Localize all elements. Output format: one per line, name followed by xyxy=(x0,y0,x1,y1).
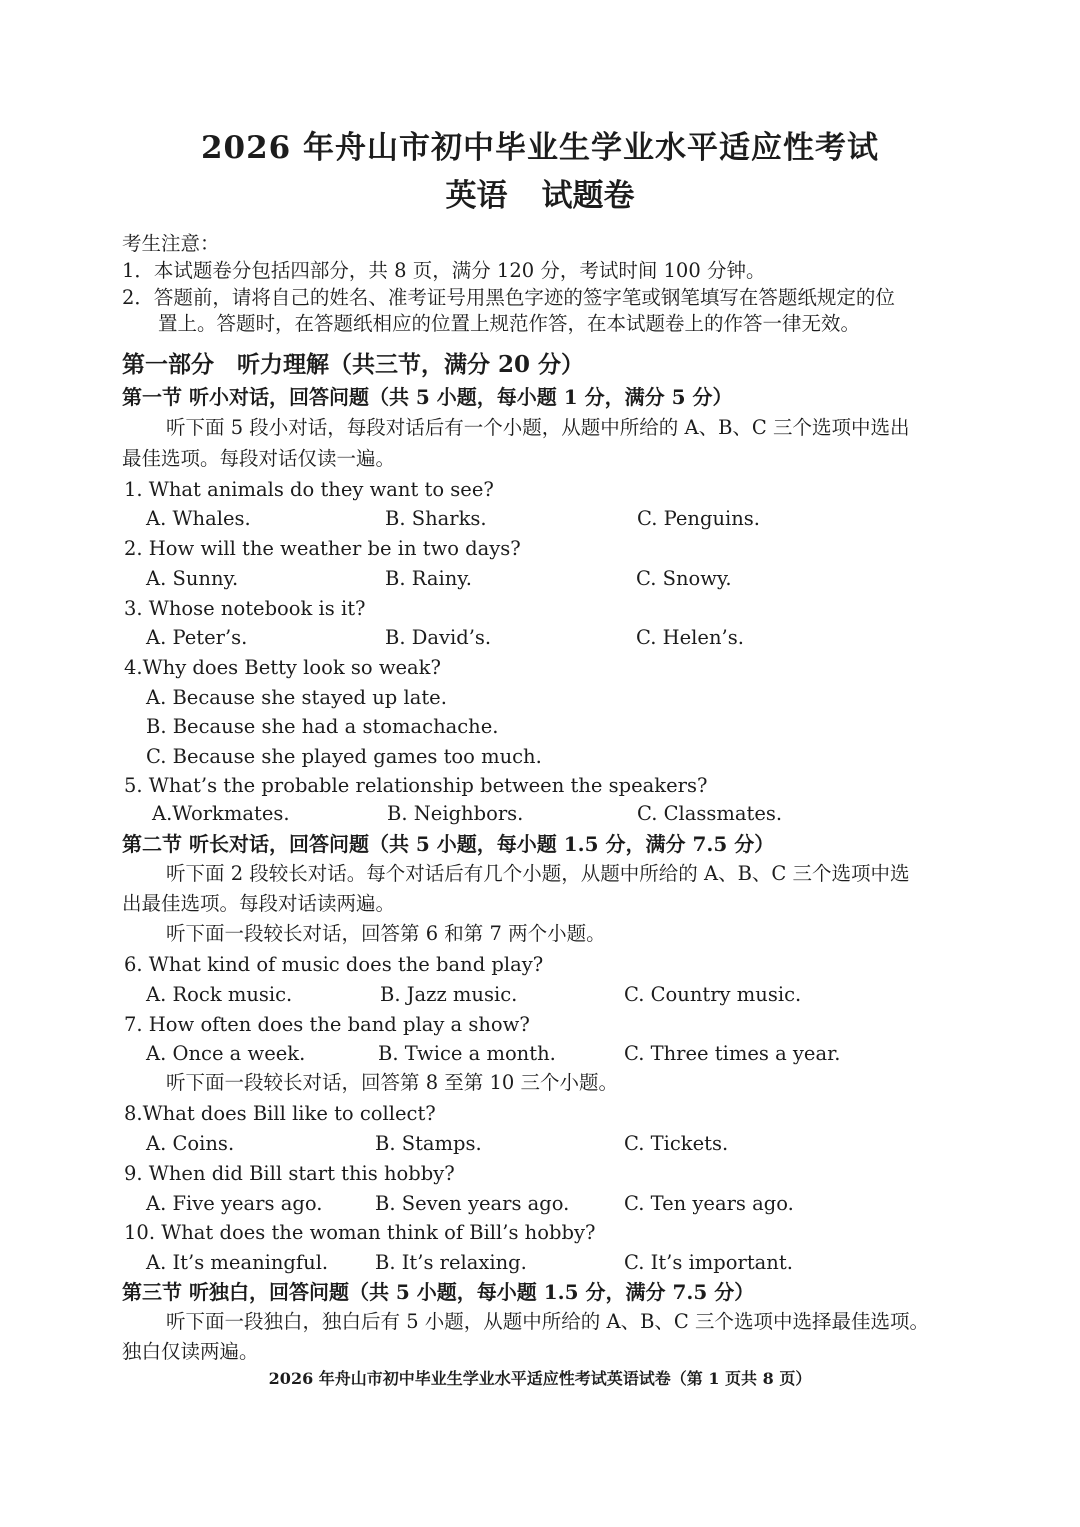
option-c: C. Ten years ago. xyxy=(624,1192,794,1215)
option-b: B. It’s relaxing. xyxy=(375,1251,527,1274)
option-a: A. Because she stayed up late. xyxy=(146,686,447,709)
option-a: A. Coins. xyxy=(146,1132,235,1155)
option-a: A. Rock music. xyxy=(146,983,293,1006)
option-b: B. Jazz music. xyxy=(380,983,518,1006)
option-c: C. Helen’s. xyxy=(636,626,744,649)
option-c: C. It’s important. xyxy=(624,1251,793,1274)
section2-heading: 第二节 听长对话，回答问题（共 5 小题，每小题 1.5 分，满分 7.5 分） xyxy=(122,832,775,856)
subject-label: 英语 xyxy=(445,178,508,214)
option-c: C. Because she played games too much. xyxy=(146,745,542,768)
section1-instructions-cont: 最佳选项。每段对话仅读一遍。 xyxy=(122,447,396,470)
option-b: B. Seven years ago. xyxy=(375,1192,570,1215)
section2-instructions: 听下面 2 段较长对话。每个对话后有几个小题，从题中所给的 A、B、C 三个选项中选 xyxy=(166,862,910,885)
option-a: A. Whales. xyxy=(146,507,251,530)
question-stem: 3. Whose notebook is it? xyxy=(124,597,366,620)
page-footer: 2026 年舟山市初中毕业生学业水平适应性考试英语试卷（第 1 页共 8 页） xyxy=(268,1369,812,1388)
option-c: C. Tickets. xyxy=(624,1132,729,1155)
section3-instructions-cont: 独白仅读两遍。 xyxy=(122,1340,259,1363)
option-a: A. Once a week. xyxy=(146,1042,306,1065)
question-stem: 4.Why does Betty look so weak? xyxy=(124,656,441,679)
option-c: C. Country music. xyxy=(624,983,802,1006)
option-b: B. Stamps. xyxy=(375,1132,482,1155)
notice-item-1: 1．本试题卷分包括四部分，共 8 页，满分 120 分，考试时间 100 分钟。 xyxy=(122,259,766,282)
option-b: B. Sharks. xyxy=(385,507,487,530)
question-stem: 5. What’s the probable relationship between the speakers? xyxy=(124,774,708,797)
option-c: C. Snowy. xyxy=(636,567,732,590)
option-b: B. Twice a month. xyxy=(378,1042,556,1065)
option-c: C. Penguins. xyxy=(637,507,761,530)
dialog2-instructions: 听下面一段较长对话，回答第 8 至第 10 三个小题。 xyxy=(166,1071,619,1094)
question-stem: 7. How often does the band play a show? xyxy=(124,1013,530,1036)
notice-item-2: 2．答题前，请将自己的姓名、准考证号用黑色字迹的签字笔或钢笔填写在答题纸规定的位 xyxy=(122,286,895,309)
section1-heading: 第一节 听小对话，回答问题（共 5 小题，每小题 1 分，满分 5 分） xyxy=(122,385,733,409)
question-stem: 8.What does Bill like to collect? xyxy=(124,1102,436,1125)
notice-item-2-cont: 置上。答题时，在答题纸相应的位置上规范作答，在本试题卷上的作答一律无效。 xyxy=(158,312,861,335)
option-a: A. It’s meaningful. xyxy=(146,1251,329,1274)
section3-heading: 第三节 听独白，回答问题（共 5 小题，每小题 1.5 分，满分 7.5 分） xyxy=(122,1280,755,1304)
option-a: A.Workmates. xyxy=(152,802,290,825)
part1-heading: 第一部分 听力理解（共三节，满分 20 分） xyxy=(122,351,585,378)
section1-instructions: 听下面 5 段小对话，每段对话后有一个小题，从题中所给的 A、B、C 三个选项中选出 xyxy=(166,416,910,439)
option-b: B. Neighbors. xyxy=(387,802,524,825)
option-c: C. Three times a year. xyxy=(624,1042,841,1065)
question-stem: 2. How will the weather be in two days? xyxy=(124,537,521,560)
option-b: B. Rainy. xyxy=(385,567,472,590)
question-stem: 1. What animals do they want to see? xyxy=(124,478,494,501)
option-a: A. Five years ago. xyxy=(146,1192,323,1215)
exam-title: 2026 年舟山市初中毕业生学业水平适应性考试 xyxy=(200,130,880,166)
notice-heading: 考生注意： xyxy=(122,232,220,255)
option-c: C. Classmates. xyxy=(637,802,783,825)
question-stem: 6. What kind of music does the band play? xyxy=(124,953,544,976)
question-stem: 9. When did Bill start this hobby? xyxy=(124,1162,455,1185)
section2-instructions-cont: 出最佳选项。每段对话读两遍。 xyxy=(122,892,396,915)
option-a: A. Sunny. xyxy=(146,567,239,590)
paper-subtitle xyxy=(0,170,1080,215)
dialog1-instructions: 听下面一段较长对话，回答第 6 和第 7 两个小题。 xyxy=(166,922,606,945)
option-a: A. Peter’s. xyxy=(146,626,248,649)
option-b: B. Because she had a stomachache. xyxy=(146,715,499,738)
paper-label: 试题卷 xyxy=(541,178,635,214)
section3-instructions: 听下面一段独白，独白后有 5 小题，从题中所给的 A、B、C 三个选项中选择最佳选项。 xyxy=(166,1310,930,1333)
question-stem: 10. What does the woman think of Bill’s hobby? xyxy=(124,1221,596,1244)
option-b: B. David’s. xyxy=(385,626,492,649)
